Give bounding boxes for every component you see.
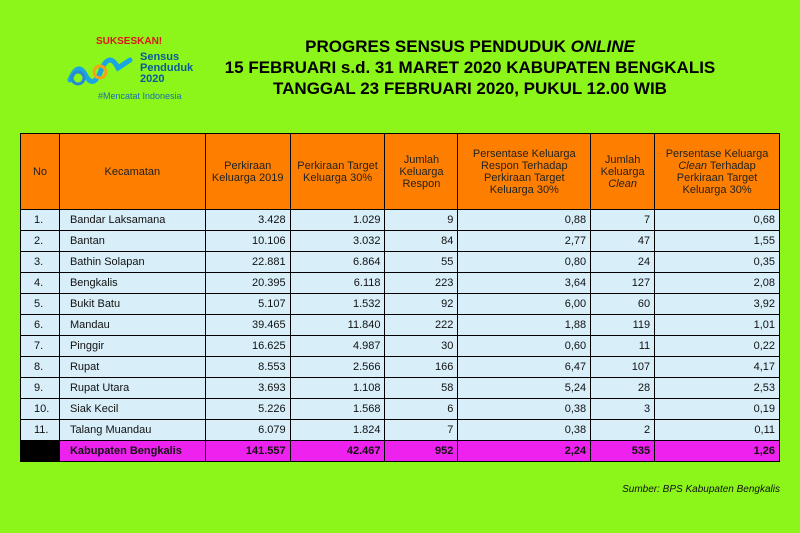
total-cell-persen-clean: 1,26 <box>655 441 780 462</box>
cell-perkiraan: 6.079 <box>205 420 290 441</box>
cell-target: 1.029 <box>290 210 385 231</box>
cell-persen-clean: 1,01 <box>655 315 780 336</box>
census-logo <box>58 36 218 108</box>
cell-no: 11. <box>21 420 60 441</box>
census-wave-icon <box>66 54 136 90</box>
total-cell-respon: 952 <box>385 441 458 462</box>
header-persen-clean-a: Persentase Keluarga <box>665 147 769 160</box>
logo-title <box>140 52 193 85</box>
table-row <box>21 273 780 294</box>
cell-kecamatan: Rupat Utara <box>59 378 205 399</box>
table-row <box>21 399 780 420</box>
cell-perkiraan: 5.226 <box>205 399 290 420</box>
cell-respon: 58 <box>385 378 458 399</box>
title-line3: TANGGAL 23 FEBRUARI 2020, PUKUL 12.00 WIB <box>273 79 667 98</box>
total-no-cell <box>21 441 60 462</box>
table-row <box>21 357 780 378</box>
cell-persen-respon: 0,80 <box>458 252 591 273</box>
cell-clean: 3 <box>591 399 655 420</box>
title-line1-prefix: PROGRES SENSUS PENDUDUK <box>305 37 571 56</box>
logo-line1: Sensus <box>140 51 180 63</box>
cell-target: 2.566 <box>290 357 385 378</box>
cell-persen-respon: 6,47 <box>458 357 591 378</box>
cell-persen-clean: 4,17 <box>655 357 780 378</box>
cell-persen-clean: 0,68 <box>655 210 780 231</box>
cell-target: 1.108 <box>290 378 385 399</box>
cell-no: 7. <box>21 336 60 357</box>
total-cell-perkiraan: 141.557 <box>205 441 290 462</box>
title-line2: 15 FEBRUARI s.d. 31 MARET 2020 KABUPATEN BENGKALIS <box>224 58 716 77</box>
cell-kecamatan: Talang Muandau <box>59 420 205 441</box>
cell-kecamatan: Bantan <box>59 231 205 252</box>
cell-persen-respon: 1,88 <box>458 315 591 336</box>
cell-no: 1. <box>21 210 60 231</box>
cell-persen-clean: 1,55 <box>655 231 780 252</box>
cell-persen-respon: 0,60 <box>458 336 591 357</box>
cell-no: 3. <box>21 252 60 273</box>
cell-persen-clean: 2,53 <box>655 378 780 399</box>
cell-no: 5. <box>21 294 60 315</box>
cell-target: 11.840 <box>290 315 385 336</box>
cell-target: 3.032 <box>290 231 385 252</box>
cell-perkiraan: 3.693 <box>205 378 290 399</box>
table-row <box>21 378 780 399</box>
table-row <box>21 252 780 273</box>
cell-persen-respon: 5,24 <box>458 378 591 399</box>
table-row <box>21 420 780 441</box>
cell-perkiraan: 39.465 <box>205 315 290 336</box>
cell-respon: 55 <box>385 252 458 273</box>
table-row <box>21 294 780 315</box>
table-body <box>21 210 780 462</box>
cell-perkiraan: 16.625 <box>205 336 290 357</box>
header-persen-clean <box>655 134 780 210</box>
cell-perkiraan: 20.395 <box>205 273 290 294</box>
cell-respon: 166 <box>385 357 458 378</box>
cell-perkiraan: 3.428 <box>205 210 290 231</box>
logo-line2: Penduduk <box>140 62 194 74</box>
cell-clean: 60 <box>591 294 655 315</box>
cell-respon: 30 <box>385 336 458 357</box>
page-title <box>200 36 740 99</box>
cell-respon: 84 <box>385 231 458 252</box>
cell-persen-clean: 3,92 <box>655 294 780 315</box>
total-cell-clean: 535 <box>591 441 655 462</box>
cell-perkiraan: 8.553 <box>205 357 290 378</box>
cell-kecamatan: Bathin Solapan <box>59 252 205 273</box>
cell-clean: 127 <box>591 273 655 294</box>
header-respon: Jumlah Keluarga Respon <box>385 134 458 210</box>
cell-persen-respon: 2,77 <box>458 231 591 252</box>
cell-respon: 222 <box>385 315 458 336</box>
cell-clean: 11 <box>591 336 655 357</box>
cell-clean: 119 <box>591 315 655 336</box>
table-row <box>21 210 780 231</box>
cell-target: 1.532 <box>290 294 385 315</box>
cell-persen-clean: 0,35 <box>655 252 780 273</box>
cell-kecamatan: Bengkalis <box>59 273 205 294</box>
cell-respon: 9 <box>385 210 458 231</box>
cell-kecamatan: Bandar Laksamana <box>59 210 205 231</box>
cell-clean: 2 <box>591 420 655 441</box>
cell-perkiraan: 10.106 <box>205 231 290 252</box>
cell-target: 6.864 <box>290 252 385 273</box>
cell-kecamatan: Mandau <box>59 315 205 336</box>
header-perkiraan-keluarga: Perkiraan Keluarga 2019 <box>205 134 290 210</box>
cell-kecamatan: Siak Kecil <box>59 399 205 420</box>
cell-clean: 7 <box>591 210 655 231</box>
total-cell-persen-respon: 2,24 <box>458 441 591 462</box>
header-persen-clean-b: Terhadap Perkiraan Target Keluarga 30% <box>676 159 758 196</box>
cell-respon: 7 <box>385 420 458 441</box>
header-persen-clean-italic: Clean <box>678 159 708 172</box>
cell-persen-respon: 6,00 <box>458 294 591 315</box>
total-cell-target: 42.467 <box>290 441 385 462</box>
cell-no: 8. <box>21 357 60 378</box>
cell-kecamatan: Bukit Batu <box>59 294 205 315</box>
cell-no: 4. <box>21 273 60 294</box>
table-row <box>21 315 780 336</box>
cell-respon: 223 <box>385 273 458 294</box>
cell-kecamatan: Rupat <box>59 357 205 378</box>
table-header-row <box>21 134 780 210</box>
cell-persen-clean: 0,22 <box>655 336 780 357</box>
cell-respon: 6 <box>385 399 458 420</box>
cell-persen-respon: 0,38 <box>458 420 591 441</box>
cell-respon: 92 <box>385 294 458 315</box>
table-row <box>21 336 780 357</box>
cell-persen-clean: 0,11 <box>655 420 780 441</box>
cell-no: 9. <box>21 378 60 399</box>
cell-clean: 47 <box>591 231 655 252</box>
source-note: Sumber: BPS Kabupaten Bengkalis <box>622 484 780 495</box>
cell-no: 10. <box>21 399 60 420</box>
cell-target: 1.824 <box>290 420 385 441</box>
logo-slogan: SUKSESKAN! <box>96 36 163 47</box>
header-target: Perkiraan Target Keluarga 30% <box>290 134 385 210</box>
table-row <box>21 231 780 252</box>
cell-kecamatan: Pinggir <box>59 336 205 357</box>
header-clean <box>591 134 655 210</box>
cell-persen-respon: 3,64 <box>458 273 591 294</box>
cell-target: 6.118 <box>290 273 385 294</box>
cell-persen-clean: 0,19 <box>655 399 780 420</box>
cell-target: 1.568 <box>290 399 385 420</box>
total-cell-kecamatan: Kabupaten Bengkalis <box>59 441 205 462</box>
header-clean-text: Jumlah Keluarga <box>600 153 645 178</box>
logo-line3: 2020 <box>140 73 165 85</box>
header-kecamatan: Kecamatan <box>59 134 205 210</box>
header-clean-italic: Clean <box>608 177 638 190</box>
cell-persen-respon: 0,88 <box>458 210 591 231</box>
cell-persen-clean: 2,08 <box>655 273 780 294</box>
cell-no: 2. <box>21 231 60 252</box>
title-line1 <box>200 36 740 57</box>
cell-target: 4.987 <box>290 336 385 357</box>
header-persen-respon: Persentase Keluarga Respon Terhadap Perkiraan Target Keluarga 30% <box>458 134 591 210</box>
logo-tagline: #Mencatat Indonesia <box>98 91 182 101</box>
cell-clean: 24 <box>591 252 655 273</box>
cell-persen-respon: 0,38 <box>458 399 591 420</box>
cell-no: 6. <box>21 315 60 336</box>
cell-perkiraan: 22.881 <box>205 252 290 273</box>
cell-clean: 28 <box>591 378 655 399</box>
title-line1-italic: ONLINE <box>570 37 635 56</box>
header-no: No <box>21 134 60 210</box>
census-progress-table <box>20 133 780 462</box>
cell-perkiraan: 5.107 <box>205 294 290 315</box>
cell-clean: 107 <box>591 357 655 378</box>
total-row <box>21 441 780 462</box>
